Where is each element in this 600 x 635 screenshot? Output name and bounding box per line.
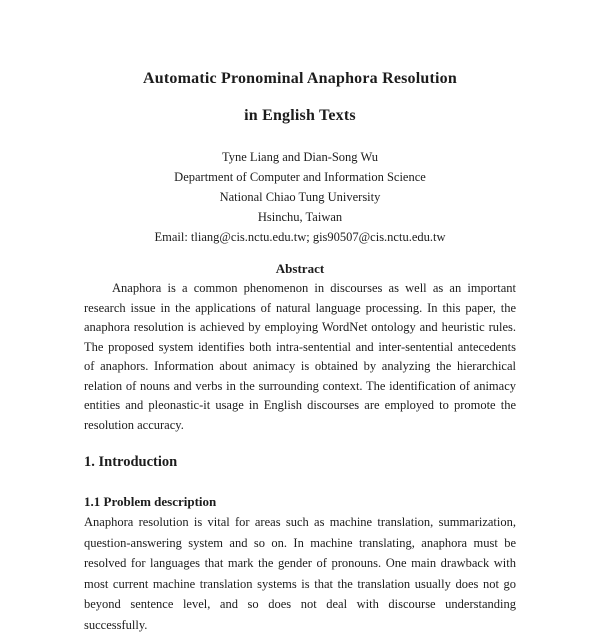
abstract-heading: Abstract <box>275 261 325 276</box>
abstract-text-line: entities and pleonastic-it usage in English discourses are employed to promote the <box>84 398 516 412</box>
paper-title-line1: Automatic Pronominal Anaphora Resolution <box>143 70 457 87</box>
author-block <box>84 147 516 247</box>
author-line: Department of Computer and Information Science <box>174 170 426 184</box>
abstract-text-line: The proposed system identifies both intra-sentential and inter-sentential antecedents <box>84 339 516 354</box>
introduction-text-line: beyond sentence level, and so does not deal with discourse understanding successfully. <box>84 597 516 632</box>
author-line: Hsinchu, Taiwan <box>257 210 343 224</box>
abstract-text-line: resolution accuracy. <box>84 417 184 432</box>
paper-title-line2: in English Texts <box>244 107 356 124</box>
abstract-text-line: research issue in the applications of natural language processing. In this paper, the <box>84 300 516 315</box>
abstract-text-line: of anaphors. Information about animacy is obtained by analyzing the hierarchical <box>84 359 516 373</box>
subsection-heading-problem-description: 1.1 Problem description <box>84 494 217 509</box>
introduction-text-line: question-answering system and so on. In machine translating, anaphora must be <box>84 535 516 550</box>
introduction-text-line: Anaphora resolution is vital for areas such as machine translation, summarization, <box>84 515 516 529</box>
abstract-text-line: relation of nouns and verbs in the surrounding context. The identification of animacy <box>84 378 516 393</box>
author-line: Tyne Liang and Dian-Song Wu <box>222 150 378 164</box>
author-line: Email: tliang@cis.nctu.edu.tw; gis90507@cis.nctu.edu.tw <box>154 230 446 244</box>
abstract-text-line: anaphora resolution is achieved by employing WordNet ontology and heuristic rules. <box>84 320 516 334</box>
introduction-paragraph <box>84 512 516 635</box>
author-line: National Chiao Tung University <box>219 190 381 204</box>
section-heading-introduction: 1. Introduction <box>84 454 178 470</box>
introduction-text-line: most current machine translation systems is that the translation usually does not go <box>84 576 516 591</box>
abstract-text-line: Anaphora is a common phenomenon in discourses as well as an important <box>112 281 516 295</box>
introduction-text-line: resolved for languages that mark the gender of pronouns. One main drawback with <box>84 556 516 570</box>
abstract-paragraph <box>84 279 516 435</box>
